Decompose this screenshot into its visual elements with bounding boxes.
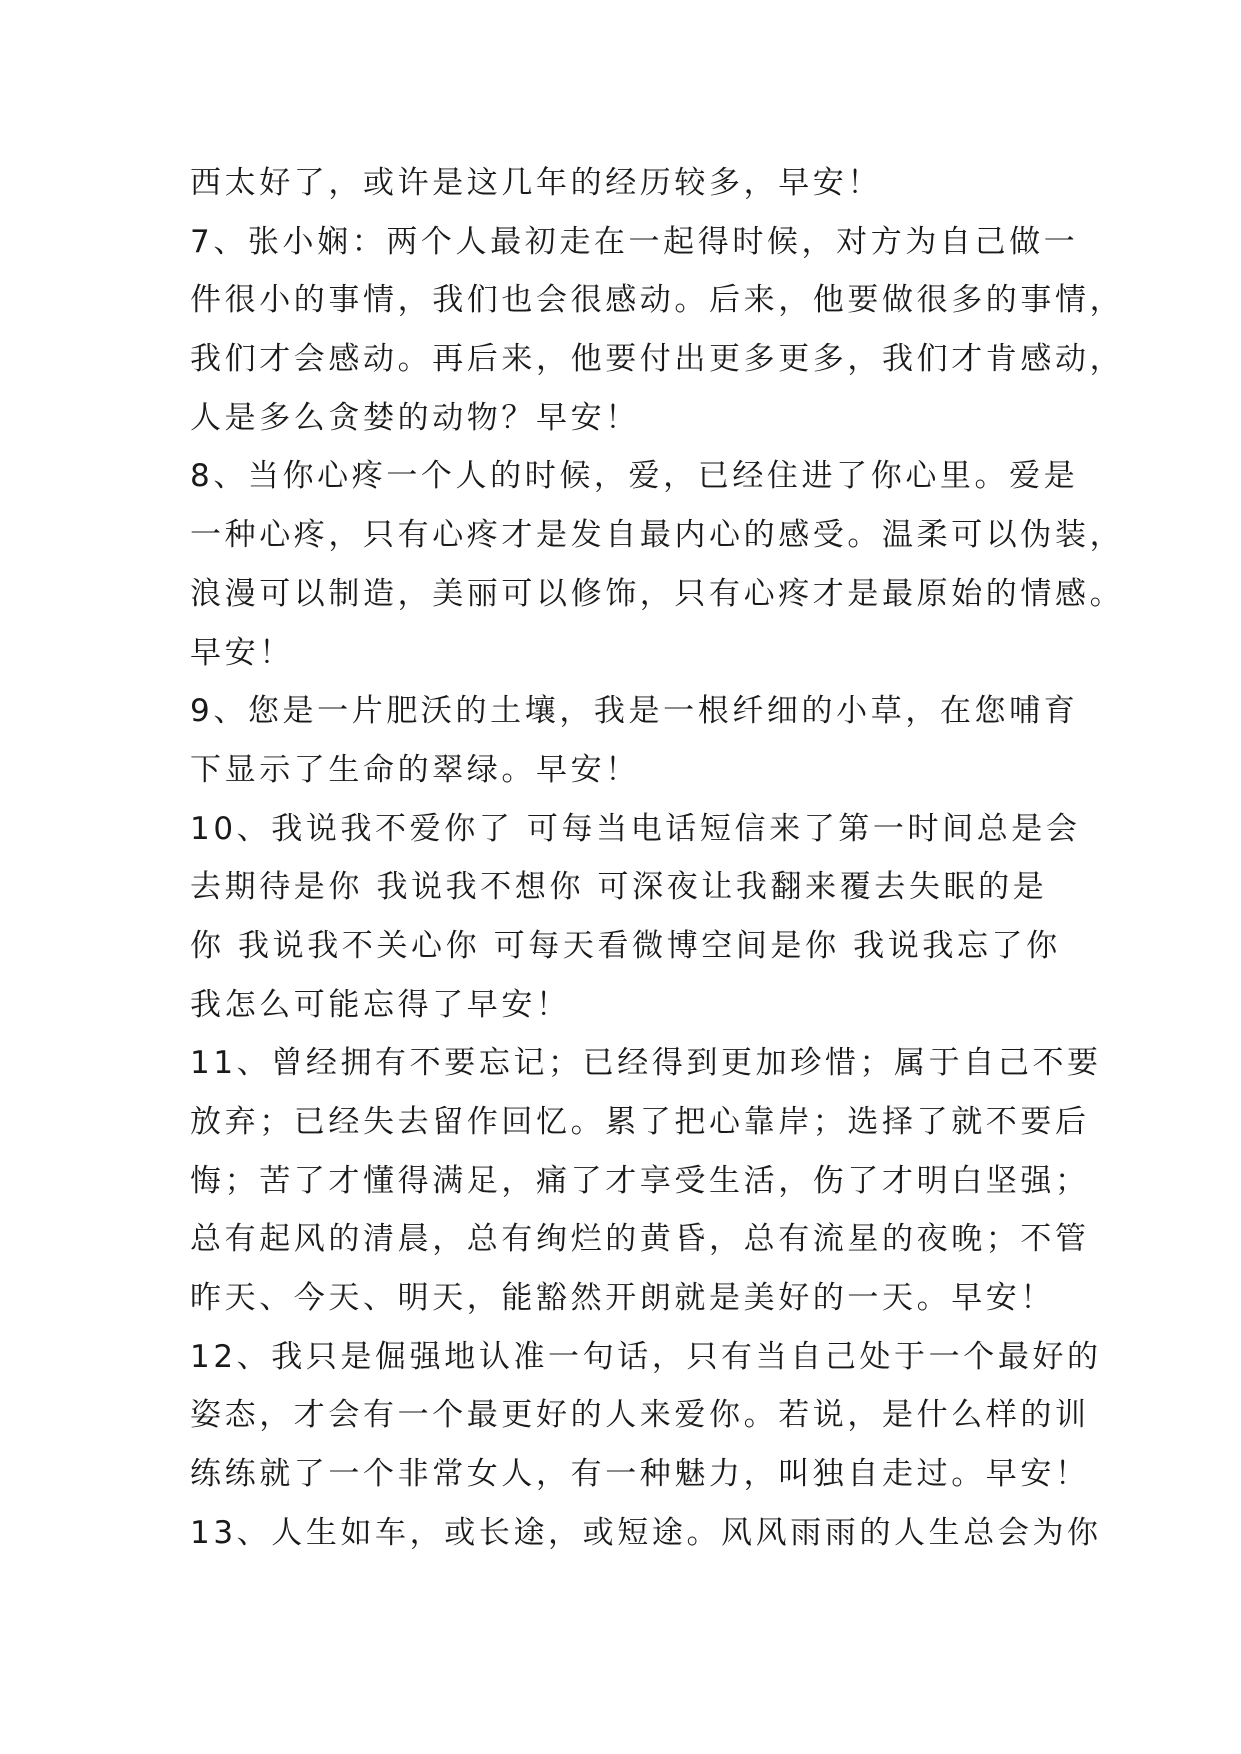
text-line: 练练就了一个非常女人，有一种魅力，叫独自走过。早安！ <box>190 1456 1090 1493</box>
text-line: 10、我说我不爱你了 可每当电话短信来了第一时间总是会 <box>190 810 1081 847</box>
text-line: 12、我只是倔强地认准一句话，只有当自己处于一个最好的 <box>190 1338 1102 1375</box>
text-line: 放弃；已经失去留作回忆。累了把心靠岸；选择了就不要后 <box>190 1104 1090 1140</box>
text-line: 8、当你心疼一个人的时候，爱，已经住进了你心里。爱是 <box>190 458 1079 495</box>
text-line: 下显示了生命的翠绿。早安！ <box>190 751 640 788</box>
text-line: 件很小的事情，我们也会很感动。后来，他要做很多的事情， <box>190 282 1125 319</box>
text-line: 总有起风的清晨，总有绚烂的黄昏，总有流星的夜晚；不管 <box>190 1221 1090 1258</box>
text-line: 我们才会感动。再后来，他要付出更多更多，我们才肯感动， <box>190 341 1125 378</box>
text-line: 西太好了，或许是这几年的经历较多，早安！ <box>190 165 882 201</box>
text-line: 你 我说我不关心你 可每天看微博空间是你 我说我忘了你 <box>190 927 1061 964</box>
text-line: 浪漫可以制造，美丽可以修饰，只有心疼才是最原始的情感。 <box>190 575 1125 612</box>
text-line: 9、您是一片肥沃的土壤，我是一根纤细的小草，在您哺育 <box>190 693 1079 730</box>
text-line: 13、人生如车，或长途，或短途。风风雨雨的人生总会为你 <box>190 1514 1102 1551</box>
text-line: 早安！ <box>190 634 294 671</box>
text-line: 姿态，才会有一个最更好的人来爱你。若说，是什么样的训 <box>190 1397 1090 1434</box>
text-line: 去期待是你 我说我不想你 可深夜让我翻来覆去失眠的是 <box>190 869 1048 906</box>
text-line: 一种心疼，只有心疼才是发自最内心的感受。温柔可以伪装， <box>190 517 1125 554</box>
text-line: 我怎么可能忘得了早安！ <box>190 986 571 1023</box>
text-line: 7、张小娴：两个人最初走在一起得时候，对方为自己做一 <box>190 223 1079 260</box>
text-line: 11、曾经拥有不要忘记；已经得到更加珍惜；属于自己不要 <box>190 1045 1102 1082</box>
body-text <box>190 154 1125 1563</box>
text-line: 昨天、今天、明天，能豁然开朗就是美好的一天。早安！ <box>190 1280 1055 1317</box>
text-line: 悔；苦了才懂得满足，痛了才享受生活，伤了才明白坚强； <box>190 1162 1090 1199</box>
text-line: 人是多么贪婪的动物？早安！ <box>190 399 640 436</box>
